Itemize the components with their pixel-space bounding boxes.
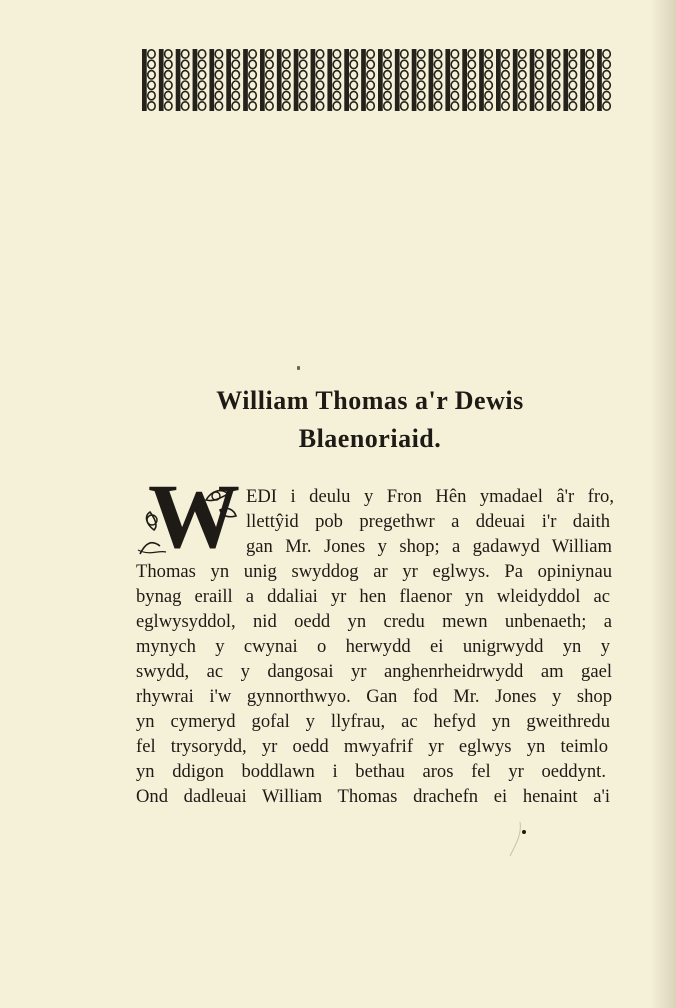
body-line-2: llettŷid pob pregethwr a ddeuai i'r daith xyxy=(246,511,610,532)
body-line-1: EDI i deulu y Fron Hên ymadael â'r fro, xyxy=(246,486,614,507)
drop-cap-ornament xyxy=(136,465,240,567)
chapter-title xyxy=(130,382,610,458)
headpiece-ornament-column xyxy=(361,49,374,111)
chapter-title-line-1: William Thomas a'r Dewis xyxy=(216,386,524,415)
headpiece-ornament-column xyxy=(327,49,340,111)
headpiece-ornament-column xyxy=(378,49,391,111)
headpiece-ornament-column xyxy=(277,49,290,111)
ornamental-headpiece xyxy=(141,49,613,111)
body-line-11: fel trysorydd, yr oedd mwyafrif yr eglwys yn teimlo xyxy=(136,736,608,757)
headpiece-ornament-column xyxy=(344,49,357,111)
drop-cap-letter: W xyxy=(148,465,240,567)
body-line-7: mynych y cwynai o herwydd ei unigrwydd yn y xyxy=(136,636,610,657)
headpiece-ornament-column xyxy=(243,49,256,111)
body-line-13: Ond dadleuai William Thomas drachefn ei henaint a'i xyxy=(136,786,610,807)
body-line-5: bynag eraill a ddaliai yr hen flaenor yn wleidyddol ac xyxy=(136,586,610,607)
headpiece-ornament-column xyxy=(294,49,307,111)
chapter-title-line-2: Blaenoriaid. xyxy=(298,424,442,453)
body-line-10: yn cymeryd gofal y llyfrau, ac hefyd yn gweithredu xyxy=(136,711,610,732)
headpiece-ornament-column xyxy=(142,49,155,111)
headpiece-ornament-column xyxy=(412,49,425,111)
headpiece-ornament-column xyxy=(547,49,560,111)
headpiece-ornament-column xyxy=(496,49,509,111)
headpiece-ornament-column xyxy=(176,49,189,111)
headpiece-ornament-column xyxy=(445,49,458,111)
headpiece-ornament-column xyxy=(159,49,172,111)
headpiece-ornament-column xyxy=(513,49,526,111)
headpiece-ornament-column xyxy=(311,49,324,111)
headpiece-ornament-column xyxy=(563,49,576,111)
body-line-12: yn ddigon boddlawn i bethau aros fel yr oeddynt. xyxy=(136,761,606,782)
ink-speck xyxy=(297,366,300,370)
headpiece-ornament-column xyxy=(580,49,593,111)
body-line-8: swydd, ac y dangosai yr anghenrheidrwydd am gael xyxy=(136,661,612,682)
headpiece-ornament-column xyxy=(597,49,610,111)
body-line-4: Thomas yn unig swyddog ar yr eglwys. Pa opiniynau xyxy=(136,561,612,582)
body-line-9: rhywrai i'w gynnorthwyo. Gan fod Mr. Jones y shop xyxy=(136,686,612,707)
ink-flourish-mark xyxy=(508,820,530,860)
headpiece-ornament-column xyxy=(429,49,442,111)
headpiece-ornament-column xyxy=(479,49,492,111)
headpiece-ornament-column xyxy=(193,49,206,111)
body-line-3: gan Mr. Jones y shop; a gadawyd William xyxy=(246,536,612,557)
headpiece-ornament-column xyxy=(530,49,543,111)
headpiece-ornament-column xyxy=(395,49,408,111)
page-edge-shadow xyxy=(650,0,676,1008)
body-line-6: eglwysyddol, nid oedd yn credu mewn unbenaeth; a xyxy=(136,611,612,632)
headpiece-ornament-column xyxy=(226,49,239,111)
headpiece-ornament-column xyxy=(260,49,273,111)
headpiece-ornament-column xyxy=(462,49,475,111)
headpiece-ornament-column xyxy=(209,49,222,111)
